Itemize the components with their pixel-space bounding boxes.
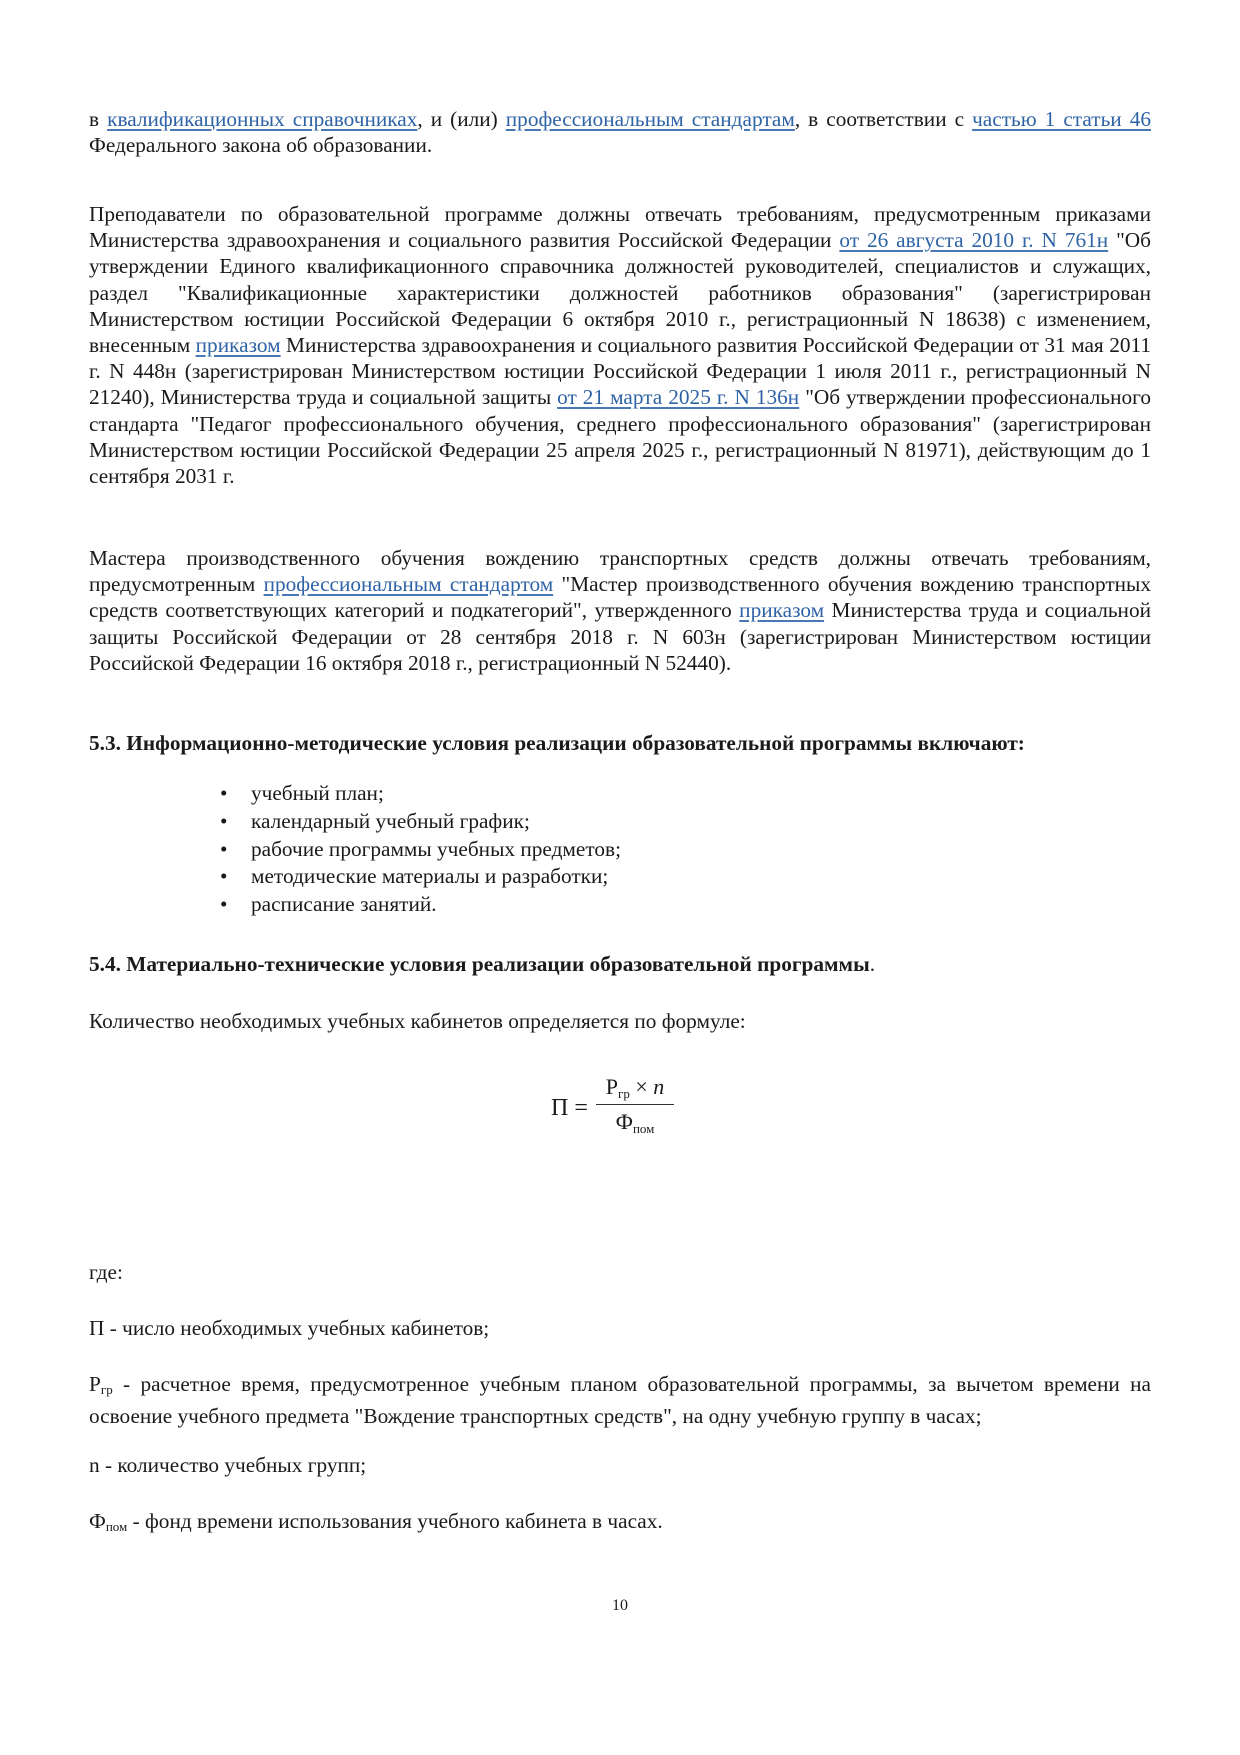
paragraph-driving-masters-requirements: Мастера производственного обучения вождению транспортных средств должны отвечать требованиям, предусмотренным профессиональным стандартом "Мастер производственного обучения вождению транспортных средств соответствующих категорий и подкатегорий", утвержденного приказом Министерства труда и социальной защиты Российской Федерации от 28 сентября 2018 г. N 603н (зарегистрирован Министерством юстиции Российской Федерации 16 октября 2018 г., регистрационный N 52440). xyxy=(89,546,1151,675)
formula-numerator: $Р_{гр} \times n$ xyxy=(605,1074,665,1101)
bullet-icon: • xyxy=(220,836,228,861)
classroom-count-formula xyxy=(551,1070,691,1150)
definition-r-gr: $Р_{гр}$ - расчетное время, предусмотренное учебным планом образовательной программы, за вычетом времени на освоение учебного предмета "Вождение транспортных средств", на одну учебную группу в часах; xyxy=(89,1372,1151,1429)
list-item: • расписание занятий. xyxy=(89,891,621,919)
formula-fraction xyxy=(595,1070,675,1139)
formula-where-label: где: xyxy=(89,1260,123,1284)
list-item: • календарный учебный график; xyxy=(89,808,621,836)
definition-p: П - число необходимых учебных кабинетов; xyxy=(89,1316,490,1340)
list-item: • учебный план; xyxy=(89,780,621,808)
definition-n: n - количество учебных групп; xyxy=(89,1453,367,1477)
page-number: 10 xyxy=(612,1597,628,1614)
link-qualification-handbooks[interactable]: квалификационных справочниках xyxy=(107,107,418,131)
bullet-icon: • xyxy=(220,892,228,917)
bullet-icon: • xyxy=(220,781,228,805)
section-5-3-heading: 5.3. Информационно-методические условия реализации образовательной программы включают: xyxy=(89,731,1025,755)
link-order-136n[interactable]: от 21 марта 2025 г. N 136н xyxy=(557,385,800,410)
link-article-46-part-1[interactable]: частью 1 статьи 46 xyxy=(972,107,1151,131)
definition-f-pom: $Ф_{пом}$ - фонд времени использования учебного кабинета в часах. xyxy=(89,1509,663,1534)
formula-lhs: П = xyxy=(551,1095,588,1121)
paragraph-qualification-references: в квалификационных справочниках, и (или) профессиональным стандартам, в соответствии с частью 1 статьи 46 Федерального закона об образовании. xyxy=(89,107,1151,158)
section-5-4-heading: 5.4. Материально-технические условия реализации образовательной программы. xyxy=(89,952,876,976)
methodical-conditions-list xyxy=(89,780,621,919)
link-professional-standard[interactable]: профессиональным стандартом xyxy=(263,572,554,597)
bullet-icon: • xyxy=(220,808,228,833)
list-item: • рабочие программы учебных предметов; xyxy=(89,836,621,864)
list-item: • методические материалы и разработки; xyxy=(89,863,621,891)
link-professional-standards[interactable]: профессиональным стандартам xyxy=(505,107,795,131)
link-amending-order[interactable]: приказом xyxy=(195,333,281,358)
formula-intro: Количество необходимых учебных кабинетов определяется по формуле: xyxy=(89,1009,746,1033)
link-approving-order[interactable]: приказом xyxy=(739,598,825,623)
formula-denominator: $Ф_{пом}$ xyxy=(615,1109,655,1136)
paragraph-teachers-requirements: Преподаватели по образовательной программе должны отвечать требованиям, предусмотренным приказами Министерства здравоохранения и социального развития Российской Федерации от 26 августа 2010 г. N 761н "Об утверждении Единого квалификационного справочника должностей руководителей, специалистов и служащих, раздел "Квалификационные характеристики должностей работников образования" (зарегистрирован Министерством юстиции Российской Федерации 6 октября 2010 г., регистрационный N 18638) с изменением, внесенным приказом Министерства здравоохранения и социального развития Российской Федерации от 31 мая 2011 г. N 448н (зарегистрирован Министерством юстиции Российской Федерации 1 июля 2011 г., регистрационный N 21240), Министерства труда и социальной защиты от 21 марта 2025 г. N 136н "Об утверждении профессионального стандарта "Педагог профессионального обучения, среднего профессионального образования" (зарегистрирован Министерством юстиции Российской Федерации 25 апреля 2025 г., регистрационный N 81971), действующим до 1 сентября 2031 г. xyxy=(89,202,1151,489)
link-order-761n[interactable]: от 26 августа 2010 г. N 761н xyxy=(839,228,1109,253)
bullet-icon: • xyxy=(220,864,228,889)
